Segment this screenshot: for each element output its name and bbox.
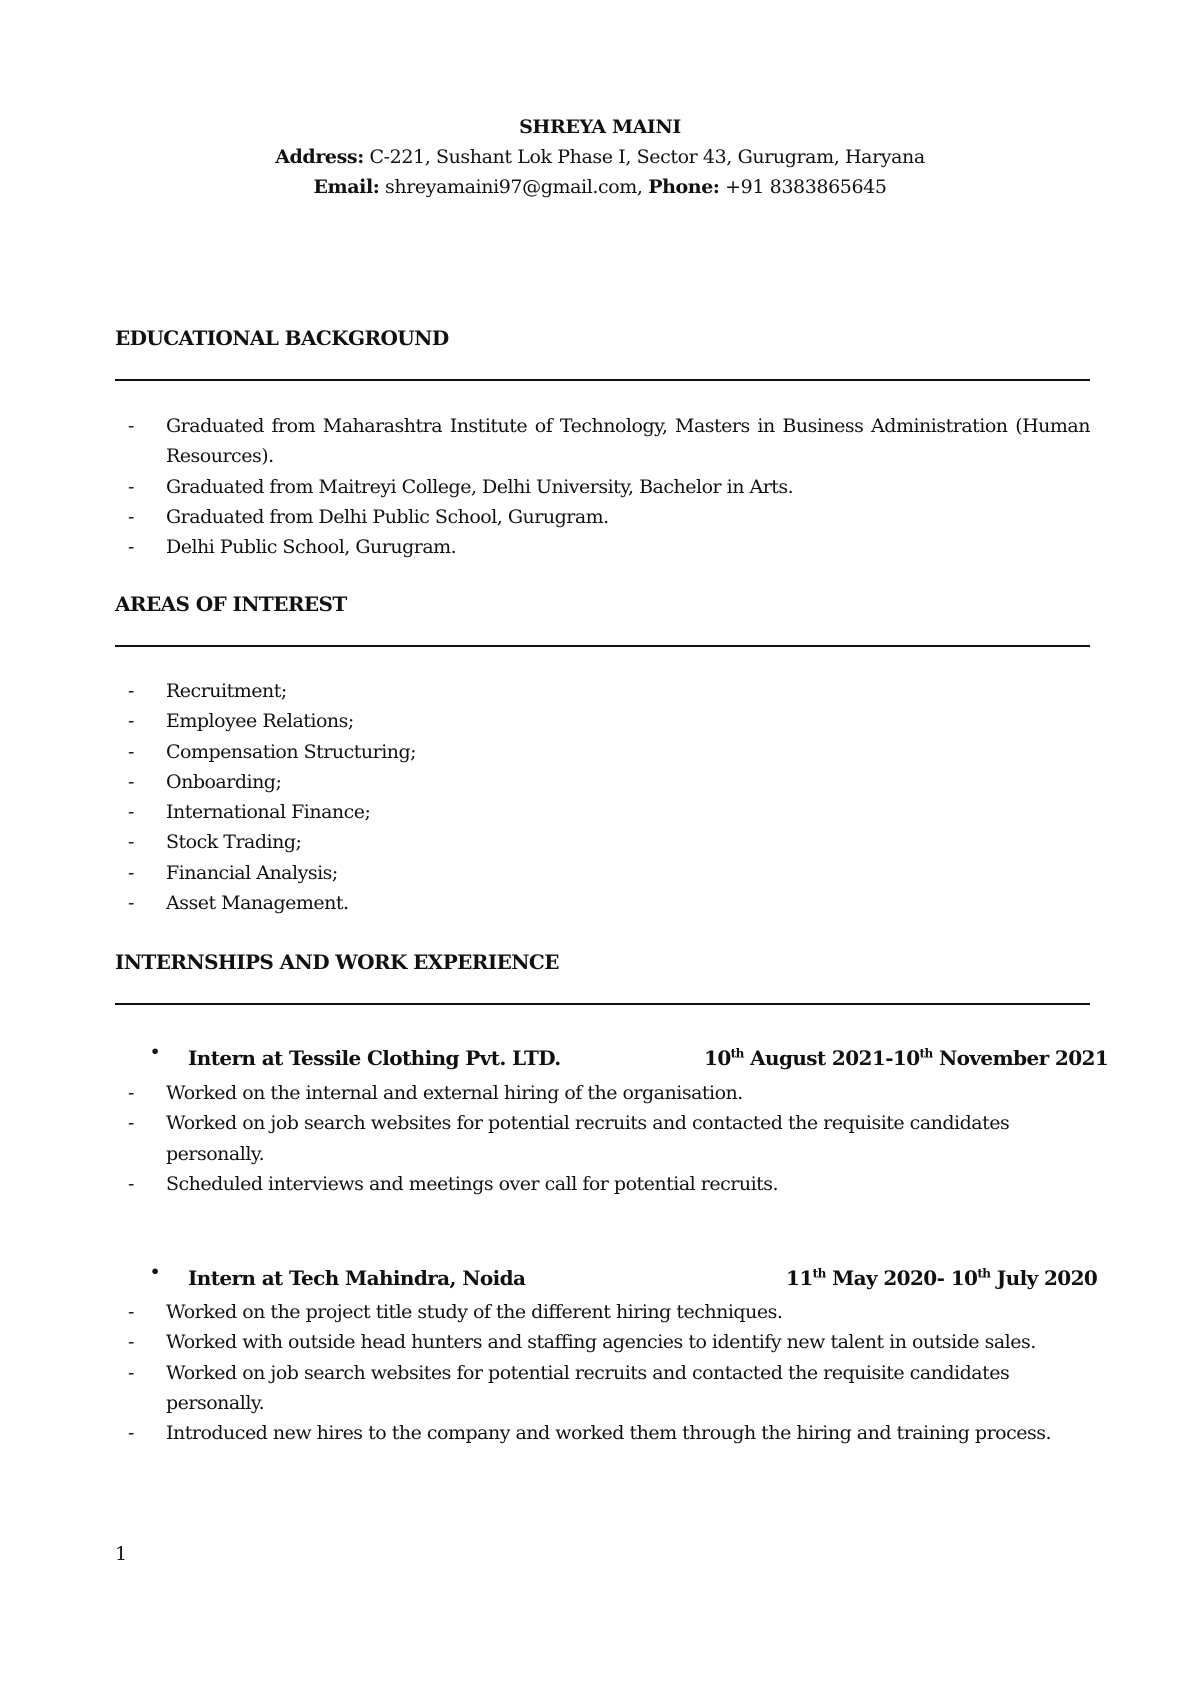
interest-item-text: Recruitment; xyxy=(166,680,287,702)
dash-bullet: - xyxy=(128,415,134,437)
end-date-rest: July 2020 xyxy=(990,1266,1098,1290)
job-duty-text: Worked with outside head hunters and staffing agencies to identify new talent in outside sales. xyxy=(166,1331,1036,1354)
job-duty xyxy=(115,1327,1090,1357)
address-value: C-221, Sushant Lok Phase I, Sector 43, Gurugram, Haryana xyxy=(369,146,925,168)
end-date-rest: November 2021 xyxy=(932,1046,1109,1070)
dash-bullet: - xyxy=(128,475,134,498)
job-duty-text: Scheduled interviews and meetings over call for potential recruits. xyxy=(166,1172,779,1195)
dash-bullet: - xyxy=(128,801,134,824)
page-number: 1 xyxy=(115,1543,128,1565)
education-item xyxy=(115,502,1090,532)
education-item-text: Graduated from Maharashtra Institute of Technology, Masters in Business Administration (Human Resources). xyxy=(166,415,1090,468)
interest-item xyxy=(115,858,1090,888)
start-day: 11 xyxy=(786,1266,813,1290)
interest-item-text: Financial Analysis; xyxy=(166,861,338,884)
job-dates xyxy=(704,1046,1108,1070)
dash-bullet: - xyxy=(128,1361,134,1384)
interest-item-text: Onboarding; xyxy=(166,770,282,793)
interest-item-text: Asset Management. xyxy=(166,892,349,915)
dash-bullet: - xyxy=(128,892,134,915)
job-duty xyxy=(115,1078,1090,1108)
interest-item-text: Compensation Structuring; xyxy=(166,740,417,763)
address-label: Address: xyxy=(275,146,364,168)
interests-heading: AREAS OF INTEREST xyxy=(115,592,347,616)
section-divider xyxy=(115,1003,1090,1005)
dash-bullet: - xyxy=(128,1422,134,1445)
section-divider xyxy=(115,645,1090,647)
education-item xyxy=(115,532,1090,562)
address-line xyxy=(0,142,1200,172)
dash-bullet: - xyxy=(128,505,134,528)
interests-list xyxy=(115,676,1090,918)
start-day-suffix: th xyxy=(812,1266,826,1281)
education-item-text: Graduated from Maitreyi College, Delhi University, Bachelor in Arts. xyxy=(166,475,794,498)
dash-bullet: - xyxy=(128,1331,134,1354)
job-duty-text: Introduced new hires to the company and worked them through the hiring and training process. xyxy=(166,1422,1052,1445)
end-day-suffix: th xyxy=(919,1046,933,1061)
dash-bullet: - xyxy=(128,680,134,702)
section-divider xyxy=(115,379,1090,381)
education-item-text: Delhi Public School, Gurugram. xyxy=(166,536,457,559)
job-duty xyxy=(115,1297,1090,1327)
end-day: 10 xyxy=(950,1266,978,1290)
job-duties-list xyxy=(115,1078,1090,1199)
job-duty-text: Worked on job search websites for potential recruits and contacted the requisite candidates personally. xyxy=(166,1112,1010,1165)
start-date-rest: May 2020- xyxy=(825,1266,951,1290)
interest-item xyxy=(115,797,1090,827)
job-duties-list xyxy=(115,1297,1090,1448)
contact-line: Email: shreyamaini97@gmail.com, Phone: +91 8383865645 xyxy=(313,176,887,198)
dash-bullet: - xyxy=(128,1082,134,1104)
dash-bullet: - xyxy=(128,1112,134,1135)
dash-bullet: - xyxy=(128,740,134,763)
job-title: Intern at Tessile Clothing Pvt. LTD. xyxy=(188,1046,561,1070)
job-bullet: • xyxy=(150,1042,160,1061)
dash-bullet: - xyxy=(128,1172,134,1195)
job-title: Intern at Tech Mahindra, Noida xyxy=(188,1266,526,1290)
experience-heading: INTERNSHIPS AND WORK EXPERIENCE xyxy=(115,950,559,974)
job-duty-text: Worked on job search websites for potential recruits and contacted the requisite candidates personally. xyxy=(166,1361,1010,1414)
start-date-rest: August 2021- xyxy=(743,1046,893,1070)
dash-bullet: - xyxy=(128,1301,134,1323)
phone-label: Phone: xyxy=(648,176,720,198)
start-day: 10 xyxy=(704,1046,731,1070)
interest-item-text: International Finance; xyxy=(166,801,371,824)
job-bullet: • xyxy=(150,1262,160,1281)
education-heading: EDUCATIONAL BACKGROUND xyxy=(115,326,449,350)
job-duty xyxy=(115,1358,1090,1419)
job-duty xyxy=(115,1418,1090,1448)
dash-bullet: - xyxy=(128,710,134,733)
phone-value: +91 8383865645 xyxy=(725,176,887,198)
dash-bullet: - xyxy=(128,831,134,854)
education-list xyxy=(115,411,1090,562)
interest-item xyxy=(115,827,1090,857)
education-item xyxy=(115,472,1090,502)
end-day-suffix: th xyxy=(977,1266,991,1281)
dash-bullet: - xyxy=(128,536,134,559)
job-duty xyxy=(115,1108,1090,1169)
interest-item-text: Employee Relations; xyxy=(166,710,354,733)
education-item-text: Graduated from Delhi Public School, Gurugram. xyxy=(166,505,609,528)
interest-item xyxy=(115,676,1090,706)
job-duty-text: Worked on the internal and external hiring of the organisation. xyxy=(166,1082,743,1104)
education-item xyxy=(115,411,1090,472)
dash-bullet: - xyxy=(128,861,134,884)
start-day-suffix: th xyxy=(730,1046,744,1061)
interest-item xyxy=(115,767,1090,797)
job-duty xyxy=(115,1169,1090,1199)
email-value: shreyamaini97@gmail.com xyxy=(385,176,637,198)
interest-item-text: Stock Trading; xyxy=(166,831,302,854)
job-dates xyxy=(786,1266,1097,1290)
resume-header xyxy=(0,112,1200,202)
job-duty-text: Worked on the project title study of the different hiring techniques. xyxy=(166,1301,783,1323)
interest-item xyxy=(115,706,1090,736)
dash-bullet: - xyxy=(128,770,134,793)
email-label: Email: xyxy=(313,176,380,198)
end-day: 10 xyxy=(892,1046,920,1070)
interest-item xyxy=(115,888,1090,918)
candidate-name: SHREYA MAINI xyxy=(519,116,681,138)
interest-item xyxy=(115,737,1090,767)
